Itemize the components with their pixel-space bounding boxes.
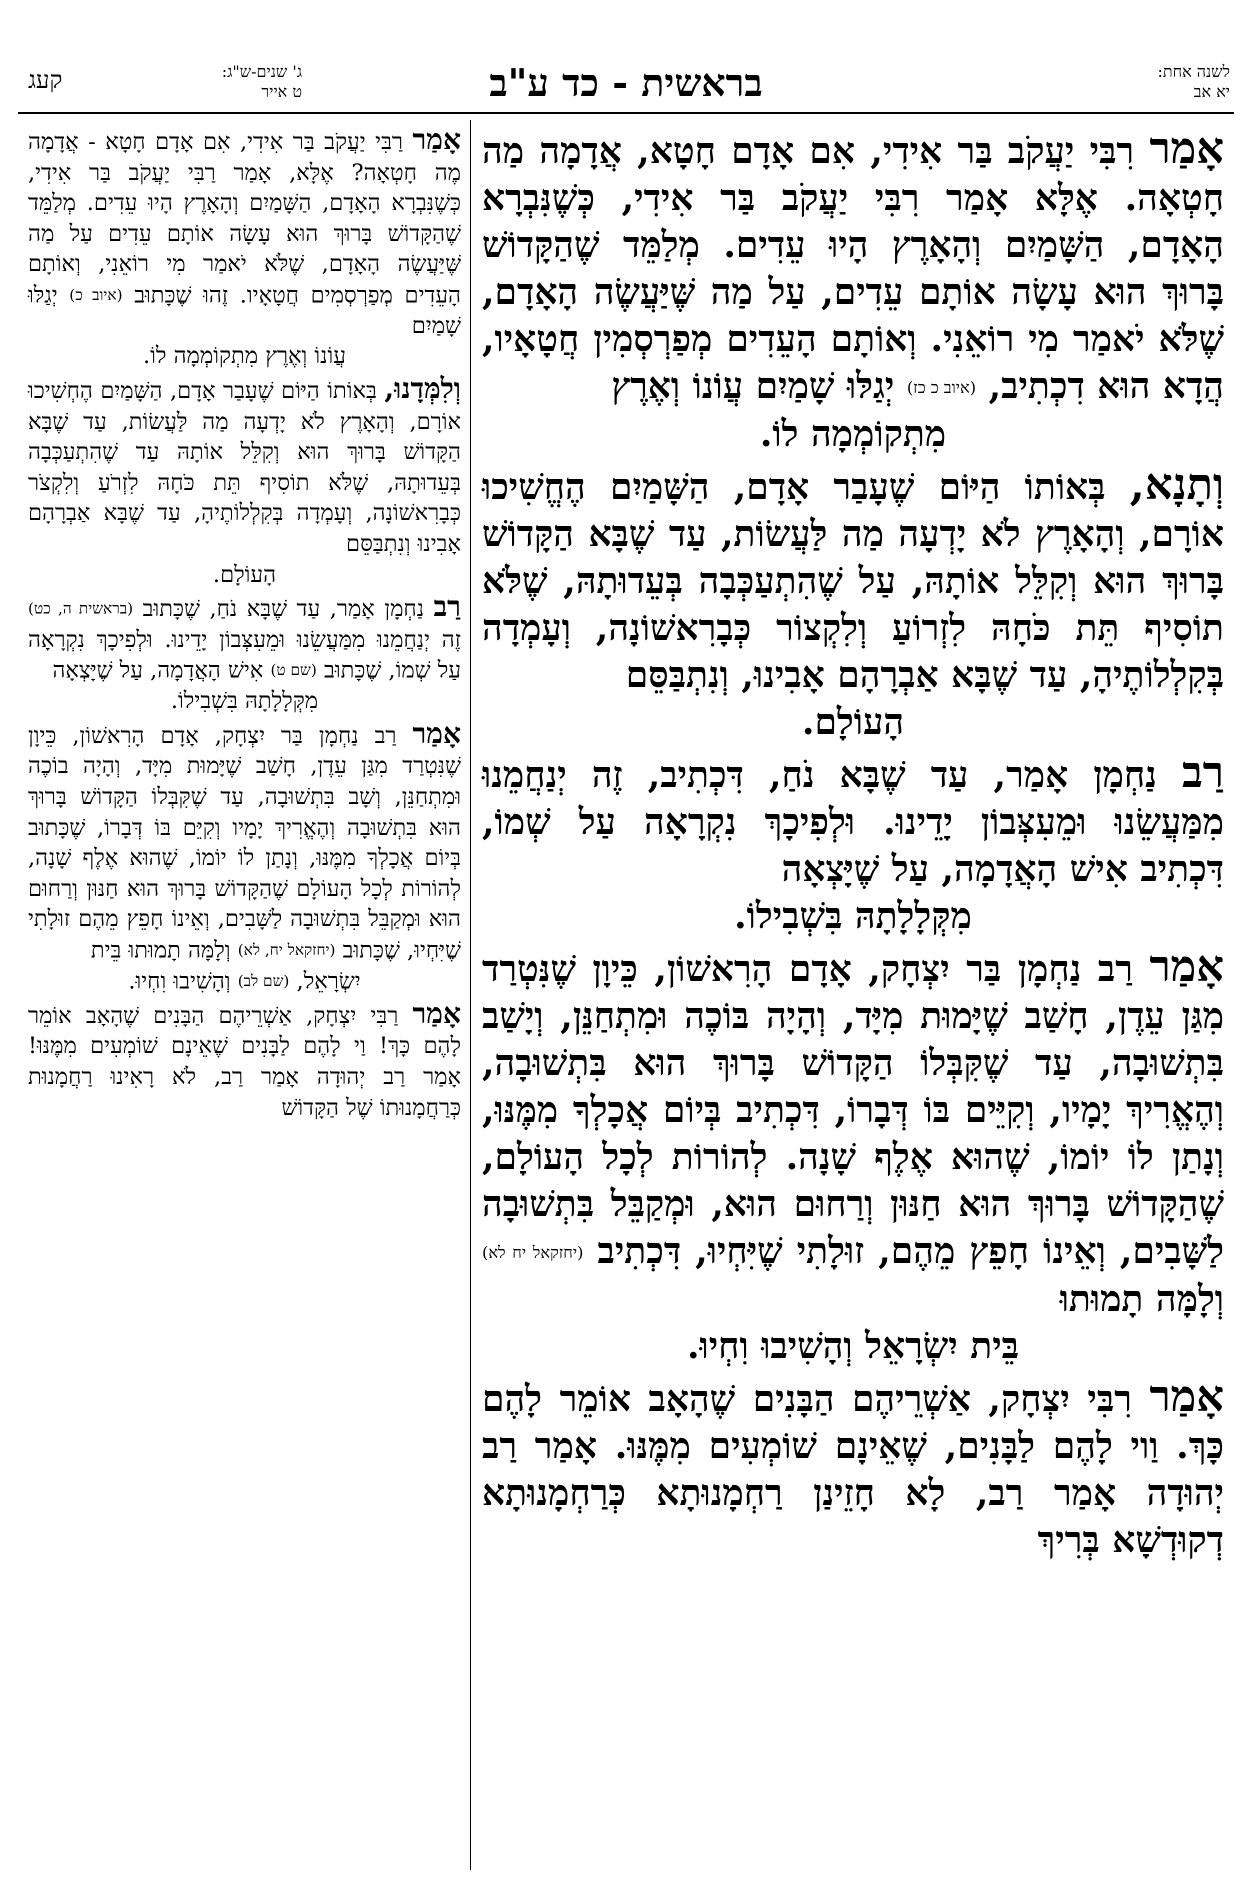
lead-word: אָמַר	[412, 123, 461, 156]
paragraph-text: וְלָמָּה תָמוּתוּ בֵּית	[90, 937, 238, 964]
scripture-reference: (שם לב)	[237, 971, 290, 990]
paragraph-ending: עֲוֹנוֹ וְאֶרֶץ מִתְקוֹמְמָה לוֹ.	[143, 343, 346, 370]
paragraph-ending: מִתְקוֹמְמָה לוֹ.	[759, 413, 947, 456]
paragraph-text: נַחְמָן אָמַר, עַד שֶׁבָּא נֹחַ, שֶׁכָּתוּב	[133, 596, 434, 623]
paragraph-ending	[28, 966, 461, 997]
study-label: לשנה אחת:	[1157, 62, 1230, 81]
translation-column	[28, 125, 461, 1870]
cycle-label: ג' שנים-ש"ג:	[221, 62, 302, 81]
paragraph-text: רַבִּי יִצְחָק, אַשְׁרֵיהֶם הַבָּנִים שֶׁהָאָב אוֹמֵר לָהֶם כָּךְ! וַי לָהֶם לַבָּנִים שֶׁאֵינָם שׁוֹמְעִים מִמֶּנּוּ! אָמַר רַב יְהוּדָה אָמַר רַב, לֹא רָאִינוּ רַחֲמָנוּת כְּרַחֲמָנוּתוֹ שֶׁל הַקָּדוֹשׁ	[28, 1002, 461, 1121]
paragraph-text: אִישׁ הָאֲדָמָה, עַל שֶׁיָּצְאָה	[52, 657, 271, 684]
lead-word: וְתָנָא,	[1129, 459, 1224, 511]
column-divider	[470, 120, 471, 1870]
scripture-reference: (איוב כ כז)	[906, 378, 977, 398]
paragraph-text: בְּאוֹתוֹ הַיּוֹם שֶׁעָבַר אָדָם, הַשָּׁמַיִם הֶחְשִׁיכוּ אוֹרָם, וְהָאָרֶץ לֹא יָדְעָה מַה לַּעֲשׂוֹת, עַד שֶׁבָּא הַקָּדוֹשׁ בָּרוּךְ הוּא וְקִלֵּל אוֹתָהּ עַד שֶׁהִתְעַכְּבָה בְּעֵדוּתָהּ, שֶׁלֹּא תוֹסִיף תֵּת כֹּחָהּ לִזְרֹעַ וְלִקְצֹר כְּבָרִאשׁוֹנָה, וְעָמְדָה בְּקִלְלוֹתֶיהָ, עַד שֶׁבָּא אַבְרָהָם אָבִינוּ וְנִתְבַּסֵּם	[28, 378, 461, 557]
lead-word: אָמַר	[412, 716, 461, 750]
side-paragraph-1	[28, 125, 461, 372]
main-paragraph-1	[482, 125, 1224, 458]
paragraph-text: נַחְמָן אָמַר, עַד שֶׁבָּא נֹחַ, דִּכְתִיב, זֶה יְנַחֲמֵנוּ מִמַּעֲשֵׂנוּ וּמֵעִצְּבוֹן יָדֵינוּ. וּלְפִיכָךְ נִקְרָאָה עַל שְׁמוֹ, דִּכְתִיב אִישׁ הָאֲדָמָה, עַל שֶׁיָּצְאָה	[482, 754, 1224, 891]
paragraph-text: רַב נַחְמָן בַּר יִצְחָק, אָדָם הָרִאשׁוֹן, כֵּיוָן שֶׁנִּטְרַד מִגַּן עֵדֶן, חָשַׁב שֶׁיָּמוּת מִיָּד, וְהָיָה בּוֹכֶה וּמִתְחַנֵּן, וְיָשַׁב בִּתְשׁוּבָה, עַד שֶׁקִּבְּלוֹ הַקָּדוֹשׁ בָּרוּךְ הוּא בִּתְשׁוּבָה, וְהֶאֱרִיךְ יָמָיו, וְקִיֵּים בּוֹ דְּבָרוֹ, דִּכְתִיב בְּיוֹם אֲכָלְךָ מִמֶּנּוּ, וְנָתַן לוֹ יוֹמוֹ, שֶׁהוּא אֶלֶף שָׁנָה. לְהוֹרוֹת לְכָל הָעוֹלָם, שֶׁהַקָּדוֹשׁ בָּרוּךְ הוּא חַנּוּן וְרַחוּם הוּא, וּמְקַבֵּל בִּתְשׁוּבָה לַשָּׁבִים, וְאֵינוֹ חָפֵץ מֵהֶם, זוּלָתִי שֶׁיִּחְיוּ, דִּכְתִיב	[482, 948, 1224, 1273]
main-paragraph-2	[482, 461, 1224, 746]
lead-word: אָמַר	[1149, 1371, 1224, 1423]
scripture-reference: (יחזקאל יח, לא)	[237, 941, 336, 959]
lead-word: אָמַר	[1149, 123, 1224, 174]
main-paragraph-4	[482, 943, 1224, 1370]
side-paragraph-4	[28, 716, 461, 997]
side-paragraph-2	[28, 374, 461, 590]
side-paragraph-3	[28, 592, 461, 717]
paragraph-ending: מִקְּלָלָתָהּ בִּשְׁבִילוֹ.	[734, 895, 972, 938]
scripture-reference: (בראשית ה, כט)	[28, 599, 134, 618]
scripture-reference: (יחזקאל יח לא)	[482, 1243, 584, 1263]
cycle-schedule	[102, 62, 302, 102]
lead-word: רַב	[433, 590, 461, 624]
scripture-reference: (איוב כ)	[69, 285, 123, 304]
paragraph-ending: מִקְּלָלָתָהּ בִּשְׁבִילוֹ.	[170, 688, 319, 715]
paragraph-text: וְלָמָּה תָמוּתוּ	[1059, 1278, 1224, 1321]
paragraph-text: יְגַלּוּ שָׁמַיִם עֲוֹנוֹ וְאֶרֶץ	[611, 365, 907, 407]
paragraph-ending: בֵּית יִשְׂרָאֵל וְהָשִׁיבוּ וִחְיוּ.	[686, 1325, 1019, 1368]
lead-word: רַב	[1181, 747, 1224, 799]
paragraph-text: יְגַלּוּ שָׁמַיִם	[28, 282, 461, 339]
cycle-info	[22, 62, 322, 108]
header-rule	[18, 112, 1234, 114]
main-paragraph-3	[482, 749, 1224, 940]
paragraph-ending: הָעוֹלָם.	[801, 701, 905, 744]
main-paragraph-5	[482, 1373, 1224, 1564]
paragraph-text: רַב נַחְמָן בַּר יִצְחָק, אָדָם הָרִאשׁוֹן, כֵּיוָן שֶׁנִּטְרַד מִגַּן עֵדֶן, חָשַׁב שֶׁיָּמוּת מִיָּד, וְהָיָה בוֹכֶה וּמִתְחַנֵּן, וְשָׁב בִּתְשׁוּבָה, עַד שֶׁקִּבְּלוֹ הַקָּדוֹשׁ בָּרוּךְ הוּא בִּתְשׁוּבָה וְהֶאֱרִיךְ יָמָיו וְקִיֵּם בּוֹ דְּבָרוֹ, שֶׁכָּתוּב בְּיוֹם אֲכָלְךָ מִמֶּנּוּ, וְנָתַן לוֹ יוֹמוֹ, שֶׁהוּא אֶלֶף שָׁנָה, לְהוֹרוֹת לְכָל הָעוֹלָם שֶׁהַקָּדוֹשׁ בָּרוּךְ הוּא חַנּוּן וְרַחוּם הוּא וּמְקַבֵּל בִּתְשׁוּבָה לַשָּׁבִים, וְאֵינוֹ חָפֵץ מֵהֶם זוּלָתִי שֶׁיִּחְיוּ, שֶׁכָּתוּב	[28, 722, 461, 964]
lead-word: וְלִמְּדָנוּ,	[384, 372, 461, 406]
paragraph-text: זֶה יְנַחֲמֵנוּ מִמַּעֲשֵׂנוּ וּמֵעִצְּבוֹן יָדֵינוּ. וּלְפִיכָךְ נִקְרָאָה עַל שְׁמוֹ, שֶׁכָּתוּב	[28, 626, 461, 684]
cycle-date: ט אייר	[261, 82, 302, 101]
page-title: בראשית - כד ע"ב	[489, 60, 763, 105]
lead-word: אָמַר	[1149, 941, 1224, 993]
paragraph-text: רִבִּי יַעֲקֹב בַּר אִידִי, אִם אָדָם חָטָא, אֲדָמָה מַה חָטְאָה. אֶלָּא אָמַר רִבִּי יַעֲקֹב בַּר אִידִי, כְּשֶׁנִּבְרָא הָאָדָם, הַשָּׁמַיִם וְהָאָרֶץ הָיוּ עֵדִים. מְלַמֵּד שֶׁהַקָּדוֹשׁ בָּרוּךְ הוּא עָשָׂה אוֹתָם עֵדִים, עַל מַה שֶּׁיַּעֲשֶׂה הָאָדָם, שֶׁלֹּא יֹאמַר מִי רוֹאֵנִי. וְאוֹתָם הָעֵדִים מְפַרְסְמִין חֲטָאָיו, הֲדָא הוּא דִכְתִיב,	[482, 130, 1224, 407]
page-number: קעג	[28, 66, 63, 94]
study-date: יא אב	[1193, 82, 1230, 101]
ending-text: יִשְׂרָאֵל,	[289, 968, 361, 995]
page-header	[18, 62, 1234, 112]
ending-text: וְהָשִׁיבוּ וִחְיוּ.	[128, 968, 238, 995]
paragraph-ending: הָעוֹלָם.	[212, 561, 277, 588]
main-column	[482, 125, 1224, 1870]
paragraph-text: רַבִּי יַעֲקֹב בַּר אִידִי, אִם אָדָם חָטָא - אֲדָמָה מֶה חָטְאָה? אֶלָּא, אָמַר רַבִּי יַעֲקֹב בַּר אִידִי, כְּשֶׁנִּבְרָא הָאָדָם, הַשָּׁמַיִם וְהָאָרֶץ הָיוּ עֵדִים. מְלַמֵּד שֶׁהַקָּדוֹשׁ בָּרוּךְ הוּא עָשָׂה אוֹתָם עֵדִים עַל מַה שֶּׁיַּעֲשֶׂה הָאָדָם, שֶׁלֹּא יֹאמַר מִי רוֹאֵנִי, וְאוֹתָם הָעֵדִים מְפַרְסְמִים חֲטָאָיו. זֶהוּ שֶׁכָּתוּב	[28, 129, 461, 309]
paragraph-text: בְּאוֹתוֹ הַיּוֹם שֶׁעָבַר אָדָם, הַשָּׁמַיִם הֶחֱשִׁיכוּ אוֹרָם, וְהָאָרֶץ לֹא יָדְעָה מַה לַּעֲשׂוֹת, עַד שֶׁבָּא הַקָּדוֹשׁ בָּרוּךְ הוּא וְקִלֵּל אוֹתָהּ, עַל שֶׁהִתְעַכְּבָה בְּעֵדוּתָהּ, שֶׁלֹּא תוֹסִיף תֵּת כֹּחָהּ לִזְרוֹעַ וְלִקְצוֹר כְּבָרִאשׁוֹנָה, וְעָמְדָה בְּקִלְלוֹתֶיהָ, עַד שֶׁבָּא אַבְרָהָם אָבִינוּ, וְנִתְבַּסֵּם	[482, 466, 1224, 697]
side-paragraph-5	[28, 996, 461, 1123]
lead-word: אָמַר	[412, 996, 461, 1030]
paragraph-text: רִבִּי יִצְחָק, אַשְׁרֵיהֶם הַבָּנִים שֶׁהָאָב אוֹמֵר לָהֶם כָּךְ. וַוי לָהֶם לַבָּנִים, שֶׁאֵינָם שׁוֹמְעִים מִמֶּנּוּ. אָמַר רַב יְהוּדָה אָמַר רַב, לָא חָזֵינַן רַחְמָנוּתָא כְּרַחְמָנוּתָא דְקוּדְשָׁא בְּרִיךְ	[482, 1378, 1224, 1562]
scripture-reference: (שם ט)	[270, 661, 317, 680]
